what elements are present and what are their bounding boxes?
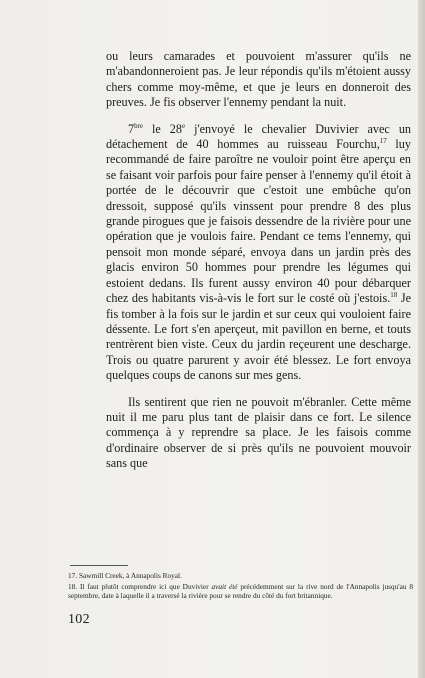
page-number: 102 <box>68 612 90 627</box>
paragraph-1: ou leurs camarades et pouvoient m'assurer qu'ils ne m'abandonneroient pas. Je leur répondis qu'ils m'étoient aussy chers comme moy-même, et que je leurs en donneroit des preuves. Je fis observer l'ennemy pendant la nuit. <box>106 49 411 110</box>
page-edge-shadow <box>418 0 425 678</box>
footnote-ref-17[interactable]: 17 <box>379 137 387 146</box>
footnote-ref-18[interactable]: 18 <box>390 291 398 300</box>
ordinal-suffix: e <box>181 121 186 130</box>
paragraph-2-text-a: le 28 <box>143 121 182 136</box>
paragraph-3: Ils sentirent que rien ne pouvoit m'ébranler. Cette même nuit il me paru plus tant de plaisir dans ce fort. Le silence commença à y reprendre sa place. Je les faisois comme d'ordinaire observer de si près qu'ils ne pouvoient mouvoir sans que <box>106 394 411 471</box>
footnote-separator <box>70 565 128 566</box>
footnote-17: 17. Sawmill Creek, à Annapolis Royal. <box>68 571 182 580</box>
paragraph-2 <box>106 122 411 384</box>
date-month-abbrev: bre <box>134 121 144 130</box>
paragraph-2-text-d: Je fis tomber à la fois sur le jardin et sur ceux qui vouloient faire déssente. Le fort s'en aperçeut, mit pavillon en berne, et touts rentrèrent bien viste. Ceux du jardin reçeurent une descharge. Trois ou quatre parurent y avoir été blessez. Le fort envoya quelques coups de canons sur mes gens. <box>106 291 412 383</box>
footnotes <box>68 571 413 603</box>
footnote-18-text-a: 18. Il faut plutôt comprendre ici que Duvivier <box>68 582 212 592</box>
main-text <box>106 49 411 472</box>
footnote-18-italic: avait été <box>211 582 238 592</box>
date-day: 7 <box>128 121 135 136</box>
footnote-18-text-b: précédemment sur la rive nord de l'Annapolis jusqu'au 8 septembre, date à laquelle il a traversé la rivière pour se rendre du côté du fort britannique. <box>68 582 414 601</box>
paragraph-2-text-b: j'envoyé le chevalier Duvivier avec un détachement de 40 hommes au ruisseau Fourchu, <box>106 121 412 152</box>
footnote-18 <box>68 582 413 600</box>
paragraph-2-text-c: luy recommandé de faire paroître ne vouloir point être aperçu en se faisant voir parfois pour faire penser à l'ennemy qu'il étoit à portée de le découvrir que c'estoit une embûche qu'on dressoit, supposé qu'ils vinssent pour prendre 8 des plus grande pirogues que je faisois dessendre de la rivière pour une opération que je voulois faire. Pendant ce tems l'ennemy, qui pensoit mon monde séparé, envoya dans un jardin près des glacis environ 50 hommes pour prendre les légumes qui estoient dedans. Ils furent aussy environ 40 pour débarquer chez des habitants vis-à-vis le fort sur le costé où j'estois. <box>106 137 411 306</box>
